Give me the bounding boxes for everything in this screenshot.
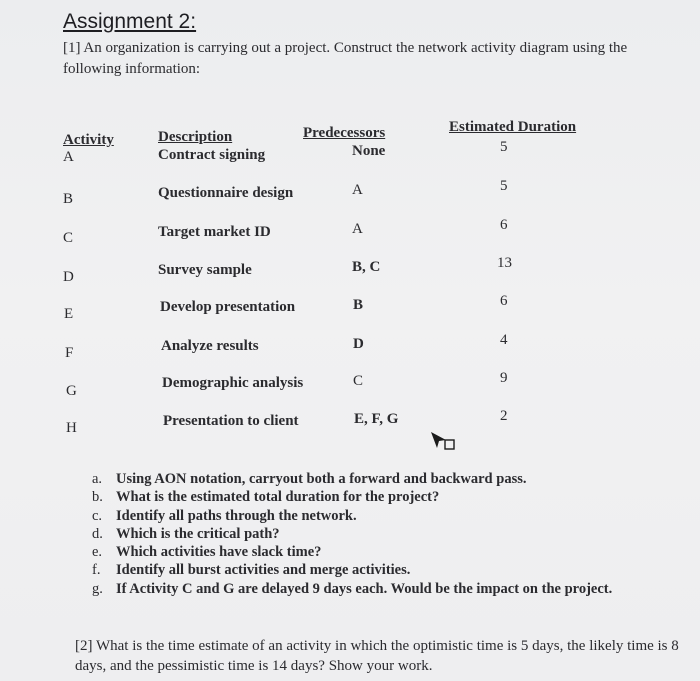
predecessors-g: C: [353, 373, 364, 389]
description-f: Analyze results: [161, 338, 259, 354]
sub-question-letter: b.: [92, 489, 103, 506]
duration-c: 6: [500, 217, 508, 233]
sub-question-text: Identify all burst activities and merge activities.: [116, 562, 411, 579]
sub-question-letter: g.: [92, 580, 103, 597]
duration-f: 4: [500, 332, 508, 348]
activity-f: F: [65, 345, 74, 361]
activity-d: D: [63, 269, 74, 285]
description-b: Questionnaire design: [158, 185, 294, 201]
sub-question-text: Using AON notation, carryout both a forward and backward pass.: [116, 471, 527, 487]
sub-question-text: What is the estimated total duration for the project?: [116, 489, 440, 506]
header-estimated-duration: Estimated Duration: [449, 119, 577, 135]
sub-question-letter: d.: [92, 525, 103, 542]
sub-question-letter: c.: [92, 507, 103, 524]
sub-question-list: [92, 470, 612, 598]
mouse-pointer-icon: [428, 430, 458, 457]
page-title: Assignment 2:: [63, 10, 197, 33]
predecessors-d: B, C: [352, 259, 381, 275]
duration-d: 13: [497, 255, 512, 271]
sub-question-d: [92, 525, 612, 543]
activity-g: G: [66, 383, 77, 399]
header-description-label: Description: [158, 129, 233, 145]
duration-g: 9: [500, 370, 508, 386]
header-predecessors: Predecessors: [303, 125, 386, 141]
predecessors-f: D: [353, 336, 364, 352]
description-e: Develop presentation: [160, 299, 296, 315]
sub-question-e: [92, 543, 612, 561]
predecessors-c: A: [352, 221, 363, 237]
sub-question-text: Which is the critical path?: [116, 525, 280, 542]
sub-question-g: [92, 580, 612, 598]
predecessors-b: A: [352, 182, 363, 198]
description-g: Demographic analysis: [162, 375, 304, 391]
predecessors-e: B: [353, 297, 364, 313]
activity-h: H: [66, 420, 77, 436]
predecessors-a: None: [352, 143, 386, 159]
duration-h: 2: [500, 408, 508, 424]
sub-question-text: Which activities have slack time?: [116, 544, 322, 561]
sub-question-text: If Activity C and G are delayed 9 days each. Would be the impact on the project.: [116, 580, 613, 597]
sub-question-letter: a.: [92, 471, 103, 487]
predecessors-h: E, F, G: [354, 411, 399, 427]
sub-question-f: [92, 561, 612, 579]
duration-b: 5: [500, 178, 508, 194]
activity-b: B: [63, 191, 74, 207]
activity-a: A: [63, 149, 74, 165]
activity-c: C: [63, 230, 74, 246]
sub-question-b: [92, 488, 612, 506]
header-description: [158, 129, 232, 146]
duration-e: 6: [500, 293, 508, 309]
sub-question-letter: e.: [92, 544, 103, 561]
sub-question-a: [92, 470, 612, 488]
description-h: Presentation to client: [163, 413, 299, 429]
description-c: Target market ID: [158, 224, 271, 240]
description-a: Contract signing: [158, 147, 266, 163]
header-activity: Activity: [63, 132, 114, 148]
sub-question-letter: f.: [92, 562, 101, 579]
description-d: Survey sample: [158, 262, 252, 278]
duration-a: 5: [500, 139, 508, 155]
sub-question-c: [92, 507, 612, 525]
question-2-text: [2] What is the time estimate of an activity in which the optimistic time is 5 days, the likely time is 8 days, and the pessimistic time is 14 days? Show your work.: [75, 638, 679, 674]
sub-question-text: Identify all paths through the network.: [116, 507, 357, 524]
question-1-text: [1] An organization is carrying out a project. Construct the network activity diagram using the following information:: [63, 40, 628, 77]
activity-e: E: [64, 306, 74, 322]
